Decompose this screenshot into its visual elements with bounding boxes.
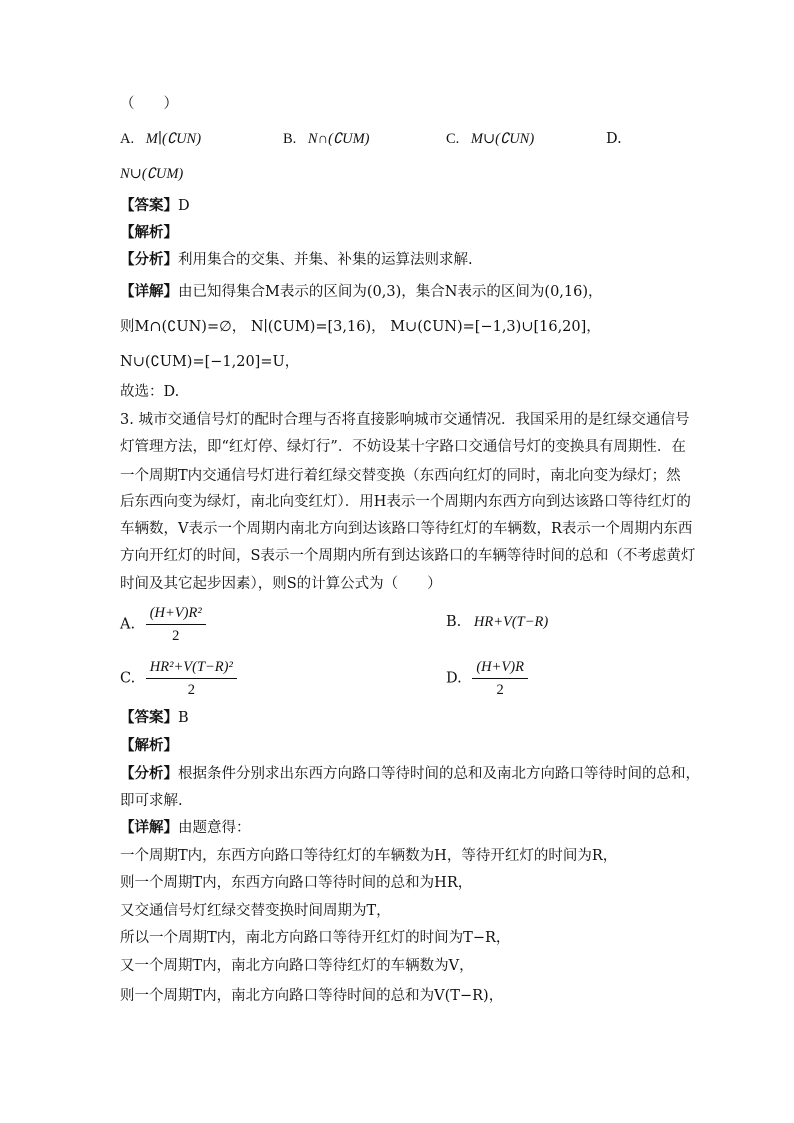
q3-fenxi-line-2: 即可求解. bbox=[120, 793, 183, 809]
xiangjie-head: 由题意得： bbox=[178, 820, 251, 836]
q3-stem-line-4: 后东西向变为绿灯，南北向变红灯）．用H表示一个周期内东西方向到达该路口等待红灯的 bbox=[120, 494, 691, 510]
q3-xiangjie-line-6: 则一个周期T内，南北方向路口等待时间的总和为V(T−R)， bbox=[120, 988, 504, 1004]
q3-stem-line-7: 时间及其它起步因素），则S的计算公式为（ ） bbox=[120, 576, 442, 592]
q3-xiangjie-line-4: 所以一个周期T内，南北方向路口等待开红灯的时间为T−R， bbox=[120, 930, 511, 946]
q2-option-b[interactable] bbox=[283, 129, 370, 149]
option-letter: A. bbox=[120, 131, 135, 147]
q2-option-c[interactable] bbox=[446, 129, 534, 149]
xiangjie-tag: 【详解】 bbox=[120, 283, 178, 300]
q3-option-c[interactable] bbox=[120, 657, 237, 700]
q3-stem-line-2: 灯管理方法，即“红灯停、绿灯行”．不妨设某十字路口交通信号灯的变换具有周期性．在 bbox=[120, 439, 686, 455]
q2-option-d-expr: N∪(∁UM) bbox=[120, 166, 184, 182]
q3-stem-line-3: 一个周期T内交通信号灯进行着红绿交替变换（东西向红灯的同时，南北向变为绿灯；然 bbox=[120, 468, 681, 484]
option-expr: N∩(∁UM) bbox=[307, 131, 370, 147]
fenxi-tag: 【分析】 bbox=[120, 765, 178, 782]
denominator: 2 bbox=[172, 628, 180, 644]
denominator: 2 bbox=[187, 682, 195, 698]
denominator: 2 bbox=[496, 682, 504, 698]
q2-conclusion: 故选：D. bbox=[120, 384, 180, 400]
fenxi-tag: 【分析】 bbox=[120, 251, 178, 268]
fraction bbox=[146, 603, 206, 646]
fraction bbox=[472, 657, 528, 700]
q3-xiangjie bbox=[120, 818, 251, 838]
option-letter: C. bbox=[120, 670, 136, 687]
option-letter: B. bbox=[446, 614, 462, 630]
fenxi-text: 根据条件分别求出东西方向路口等待时间的总和及南北方向路口等待时间的总和， bbox=[178, 766, 700, 782]
q3-analysis-tag: 【解析】 bbox=[120, 737, 178, 754]
option-letter: D. bbox=[606, 131, 622, 147]
q2-analysis-tag: 【解析】 bbox=[120, 224, 178, 241]
q3-stem-line-5: 车辆数，V表示一个周期内南北方向到达该路口等待红灯的车辆数，R表示一个周期内东西 bbox=[120, 521, 693, 537]
q3-option-d[interactable] bbox=[446, 657, 528, 700]
q3-stem-line-1: 3. 城市交通信号灯的配时合理与否将直接影响城市交通情况．我国采用的是红绿交通信号 bbox=[120, 412, 690, 428]
fenxi-text: 利用集合的交集、并集、补集的运算法则求解. bbox=[178, 252, 473, 268]
numerator: (H+V)R bbox=[472, 657, 528, 679]
option-letter: C. bbox=[446, 131, 460, 147]
answer-tag: 【答案】 bbox=[120, 709, 178, 726]
option-letter: D. bbox=[446, 670, 462, 687]
q2-xiangjie bbox=[120, 282, 603, 302]
option-expr: M∣(∁UN) bbox=[145, 131, 202, 147]
answer-value: D bbox=[178, 198, 190, 214]
option-letter: B. bbox=[283, 131, 297, 147]
q3-option-a[interactable] bbox=[120, 603, 206, 646]
q2-option-a[interactable] bbox=[120, 129, 201, 149]
q3-xiangjie-line-5: 又一个周期T内，南北方向路口等待红灯的车辆数为V， bbox=[120, 958, 474, 974]
numerator: HR²+V(T−R)² bbox=[146, 657, 237, 679]
fraction bbox=[146, 657, 237, 700]
q3-xiangjie-line-1: 一个周期T内，东西方向路口等待红灯的车辆数为H，等待开红灯的时间为R， bbox=[120, 848, 618, 864]
option-expr: M∪(∁UN) bbox=[470, 131, 535, 147]
q2-xiangjie-line-3: N∪(∁UM)=[−1,20]=U， bbox=[120, 354, 300, 370]
xiangjie-tag: 【详解】 bbox=[120, 819, 178, 836]
q3-xiangjie-line-2: 则一个周期T内，东西方向路口等待时间的总和为HR， bbox=[120, 875, 473, 891]
q2-option-d[interactable] bbox=[606, 129, 622, 149]
q2-fenxi bbox=[120, 250, 473, 270]
q3-xiangjie-line-3: 又交通信号灯红绿交替变换时间周期为T， bbox=[120, 903, 391, 919]
xiangjie-line: 由已知得集合M表示的区间为(0,3)，集合N表示的区间为(0,16)， bbox=[178, 284, 603, 300]
option-expr: HR+V(T−R) bbox=[473, 614, 549, 630]
q2-blank: （ ） bbox=[120, 96, 178, 112]
q3-answer bbox=[120, 708, 189, 728]
q2-xiangjie-line-2: 则M∩(∁UN)=∅， N∣(∁UM)=[3,16)， M∪(∁UN)=[−1,3)∪[16,20]， bbox=[120, 319, 601, 335]
answer-value: B bbox=[178, 710, 189, 726]
numerator: (H+V)R² bbox=[146, 603, 206, 625]
q3-fenxi bbox=[120, 764, 700, 784]
answer-tag: 【答案】 bbox=[120, 197, 178, 214]
q3-option-b[interactable] bbox=[446, 612, 548, 632]
option-letter: A. bbox=[120, 616, 136, 633]
q2-answer bbox=[120, 196, 190, 216]
q3-stem-line-6: 方向开红灯的时间，S表示一个周期内所有到达该路口的车辆等待时间的总和（不考虑黄灯 bbox=[120, 548, 696, 564]
